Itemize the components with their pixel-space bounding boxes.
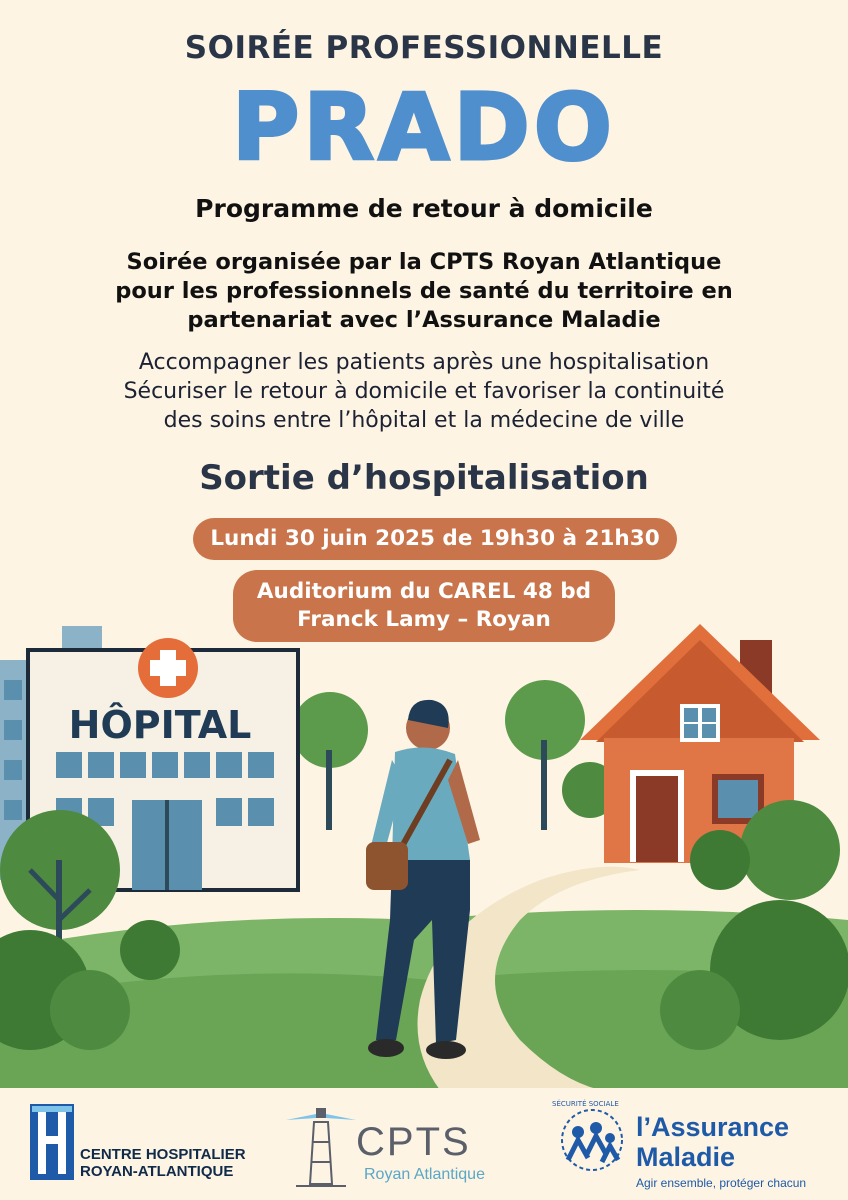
cpts-logo [286,1098,516,1194]
centre-hospitalier-logo [28,1102,268,1182]
hospital-sign: HÔPITAL [68,703,252,747]
lighthouse-icon [286,1098,356,1194]
cpts-logo-name: CPTS [356,1120,471,1164]
people-group-icon [552,1098,632,1178]
organizer-line-3: partenariat avec l’Assurance Maladie [187,307,661,333]
assurance-maladie-logo [552,1098,842,1194]
goals-line-2: Sécuriser le retour à domicile et favoriser la continuité [123,379,725,404]
location-line-1: Auditorium du CAREL 48 bd [256,579,592,604]
am-logo-line-1: l’Assurance [636,1112,790,1142]
subtitle: Programme de retour à domicile [195,194,653,223]
securite-sociale-arc: SÉCURITÉ SOCIALE [552,1100,619,1108]
am-logo-line-2: Maladie [636,1142,736,1172]
hospital-to-home-illustration [0,620,848,1090]
goals-line-1: Accompagner les patients après une hospitalisation [138,350,710,375]
goals-text [0,348,848,435]
am-logo-tagline: Agir ensemble, protéger chacun [636,1176,807,1190]
cpts-logo-subtitle: Royan Atlantique [364,1166,485,1183]
hospital-h-icon [28,1102,76,1182]
hospital-logo-line-1: CENTRE HOSPITALIER [80,1146,246,1163]
organizer-line-2: pour les professionnels de santé du territoire en [115,278,733,304]
hospital-logo-line-2: ROYAN-ATLANTIQUE [80,1163,234,1180]
brand-title: PRADO [231,74,617,181]
event-date-pill: Lundi 30 juin 2025 de 19h30 à 21h30 [193,518,677,560]
partner-logos [0,1088,848,1200]
goals-line-3: des soins entre l’hôpital et la médecine de ville [163,408,685,433]
organizer-text [0,248,848,335]
theme-heading: Sortie d’hospitalisation [199,458,649,498]
location-line-2: Franck Lamy – Royan [297,607,551,632]
organizer-line-1: Soirée organisée par la CPTS Royan Atlantique [126,249,722,275]
event-location-pill [233,570,615,642]
event-type-heading: SOIRÉE PROFESSIONNELLE [184,30,664,66]
